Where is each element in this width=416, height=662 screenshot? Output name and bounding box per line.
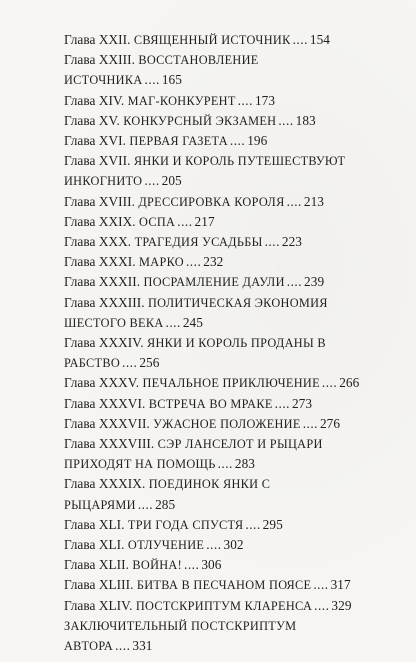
dot-leader: .... xyxy=(184,557,200,573)
page-number: 317 xyxy=(330,577,351,593)
chapter-number: Глава XXX. xyxy=(64,234,132,250)
page-number: 295 xyxy=(262,516,283,532)
chapter-title: ПОСТСКРИПТУМ КЛАРЕНСА xyxy=(135,598,313,613)
chapter-title: ВОЙНА! xyxy=(132,558,183,573)
chapter-title: ПЕРВАЯ ГАЗЕТА xyxy=(129,134,228,149)
toc-entry xyxy=(64,474,376,514)
chapter-number: Глава XXXVII. xyxy=(64,415,150,431)
chapter-number: Глава XXXV. xyxy=(64,375,140,391)
dot-leader: .... xyxy=(229,133,246,149)
chapter-title: ПОЛИТИЧЕСКАЯ ЭКОНОМИЯ ШЕСТОГО ВЕКА xyxy=(64,295,328,330)
chapter-number: Глава XXXI. xyxy=(64,254,136,270)
page-number: 154 xyxy=(309,32,330,47)
page-number: 283 xyxy=(234,456,255,472)
dot-leader: .... xyxy=(122,355,138,371)
chapter-title: УЖАСНОЕ ПОЛОЖЕНИЕ xyxy=(153,416,301,431)
chapter-number: Глава XXXIX. xyxy=(64,476,146,492)
chapter-number: Глава XXII. xyxy=(64,32,131,47)
chapter-number: Глава XXXII. xyxy=(64,274,141,290)
chapter-title: МАГ-КОНКУРЕНТ xyxy=(127,93,236,108)
chapter-number: Глава XXIII. xyxy=(64,52,135,68)
chapter-title: ВОССТАНОВЛЕНИЕ ИСТОЧНИКА xyxy=(64,53,259,88)
page-number: 306 xyxy=(201,557,222,573)
page-number: 302 xyxy=(223,537,244,553)
dot-leader: .... xyxy=(286,274,303,290)
chapter-title: ПОСРАМЛЕНИЕ ДАУЛИ xyxy=(143,275,285,290)
dot-leader: .... xyxy=(278,112,294,128)
dot-leader: .... xyxy=(206,537,222,553)
page-number: 196 xyxy=(247,133,268,149)
page-number: 273 xyxy=(291,395,313,411)
page-number: 223 xyxy=(281,234,303,250)
toc-entry xyxy=(64,50,376,90)
chapter-number: Глава XLIII. xyxy=(64,577,134,593)
chapter-number: Глава XXXIV. xyxy=(64,335,144,351)
toc-entry xyxy=(64,333,376,373)
chapter-number: Глава XLI. xyxy=(64,516,125,532)
chapter-number: Глава XVI. xyxy=(64,133,127,149)
dot-leader: .... xyxy=(137,496,154,512)
chapter-number: Глава XXXVIII. xyxy=(64,436,155,452)
dot-leader: .... xyxy=(302,415,318,431)
toc-entry xyxy=(64,91,376,111)
toc-entry xyxy=(64,515,376,535)
page-number: 205 xyxy=(161,173,182,189)
page-number: 331 xyxy=(132,638,153,654)
dot-leader: .... xyxy=(144,173,160,189)
dot-leader: .... xyxy=(144,72,160,88)
chapter-number: Глава XVIII. xyxy=(64,193,135,209)
chapter-title: ПЕЧАЛЬНОЕ ПРИКЛЮЧЕНИЕ xyxy=(142,376,320,391)
chapter-title: ТРИ ГОДА СПУСТЯ xyxy=(127,517,244,532)
page-number: 173 xyxy=(254,92,276,108)
chapter-title: ВСТРЕЧА ВО МРАКЕ xyxy=(148,396,273,411)
page-number: 266 xyxy=(339,375,360,391)
chapter-title: ЗАКЛЮЧИТЕЛЬНЫЙ ПОСТСКРИПТУМ АВТОРА xyxy=(64,618,297,654)
dot-leader: .... xyxy=(237,92,253,108)
page-number: 285 xyxy=(155,496,176,512)
toc-entry xyxy=(64,252,376,272)
page-number: 213 xyxy=(303,193,324,209)
toc-entry xyxy=(64,535,376,555)
chapter-title: ПОЕДИНОК ЯНКИ С РЫЦАРЯМИ xyxy=(64,477,271,512)
chapter-number: Глава XXXVI. xyxy=(64,395,146,411)
chapter-title: КОНКУРСНЫЙ ЭКЗАМЕН xyxy=(123,113,277,128)
page-number: 217 xyxy=(194,213,215,229)
chapter-title: СЭР ЛАНСЕЛОТ И РЫЦАРИ ПРИХОДЯТ НА ПОМОЩЬ xyxy=(64,437,323,472)
toc-entry xyxy=(64,30,376,50)
chapter-number: Глава XIV. xyxy=(64,92,125,108)
dot-leader: .... xyxy=(264,234,280,250)
chapter-title: ЯНКИ И КОРОЛЬ ПРОДАНЫ В РАБСТВО xyxy=(64,336,326,371)
dot-leader: .... xyxy=(313,577,329,593)
dot-leader: .... xyxy=(314,597,330,613)
dot-leader: .... xyxy=(165,314,181,330)
dot-leader: .... xyxy=(185,254,202,270)
page-number: 329 xyxy=(331,597,352,613)
toc-entry xyxy=(64,272,376,292)
dot-leader: .... xyxy=(245,516,261,532)
chapter-title: МАРКО xyxy=(139,255,184,270)
toc-entry xyxy=(64,151,376,191)
page-number: 245 xyxy=(182,314,203,330)
page-number: 165 xyxy=(161,72,182,88)
toc-entry xyxy=(64,434,376,474)
dot-leader: .... xyxy=(292,32,308,47)
chapter-number: Глава XXXIII. xyxy=(64,294,145,310)
dot-leader: .... xyxy=(274,395,290,411)
dot-leader: .... xyxy=(321,375,338,391)
toc-entry xyxy=(64,232,376,252)
chapter-title: СВЯЩЕННЫЙ ИСТОЧНИК xyxy=(133,33,291,47)
toc-entry xyxy=(64,394,376,414)
page-number: 183 xyxy=(295,112,316,128)
chapter-title: ДРЕССИРОВКА КОРОЛЯ xyxy=(138,194,285,209)
toc-entry xyxy=(64,192,376,212)
chapter-number: Глава XV. xyxy=(64,112,120,128)
dot-leader: .... xyxy=(177,213,193,229)
chapter-number: Глава XLII. xyxy=(64,557,130,573)
page-number: 232 xyxy=(203,254,224,270)
chapter-number: Глава XLI. xyxy=(64,537,125,553)
toc-entry xyxy=(64,414,376,434)
toc-entry xyxy=(64,293,376,333)
chapter-title: БИТВА В ПЕСЧАНОМ ПОЯСЕ xyxy=(136,578,312,593)
chapter-number: Глава XLIV. xyxy=(64,597,133,613)
table-of-contents xyxy=(64,30,376,656)
chapter-number: Глава XXIX. xyxy=(64,213,136,229)
page-number: 276 xyxy=(319,415,341,431)
toc-entry xyxy=(64,616,376,656)
chapter-title: ТРАГЕДИЯ УСАДЬБЫ xyxy=(134,235,263,250)
page-number: 256 xyxy=(139,355,160,371)
chapter-title: ЯНКИ И КОРОЛЬ ПУТЕШЕСТВУЮТ ИНКОГНИТО xyxy=(64,154,346,189)
toc-entry xyxy=(64,575,376,595)
dot-leader: .... xyxy=(115,638,131,654)
chapter-number: Глава XVII. xyxy=(64,153,131,169)
toc-entry xyxy=(64,111,376,131)
chapter-title: ОТЛУЧЕНИЕ xyxy=(127,538,205,553)
page-number: 239 xyxy=(304,274,325,290)
toc-entry xyxy=(64,373,376,393)
dot-leader: .... xyxy=(217,456,233,472)
dot-leader: .... xyxy=(286,193,302,209)
toc-entry xyxy=(64,555,376,575)
toc-entry xyxy=(64,596,376,616)
chapter-title: ОСПА xyxy=(139,214,176,229)
toc-entry xyxy=(64,212,376,232)
toc-entry xyxy=(64,131,376,151)
